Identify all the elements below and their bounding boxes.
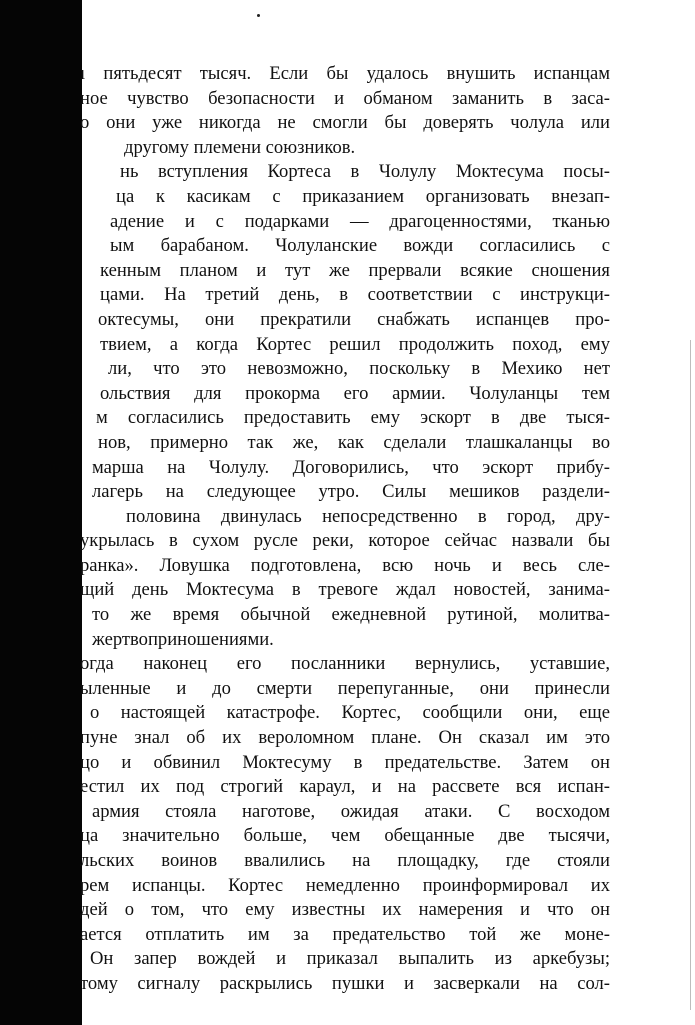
text-line-1: ı пятьдесят тысяч. Если бы удалось внушить испанцам [80,63,610,84]
text-line-12: твием, а когда Кортес решил продолжить поход, ему [100,333,610,355]
text-line-33: льских воинов ввалились на площадку, где стояли [80,850,610,871]
text-line-3: о они уже никогда не смогли бы доверять чолула или [80,112,610,134]
text-line-20: укрылась в сухом русле реки, которое сейчас назвали бы [80,530,610,552]
text-line-5: нь вступления Кортеса в Чолулу Моктесума посы- [120,161,610,183]
text-line-10: цами. На третий день, в соответствии с инструкци- [100,284,610,306]
text-line-17: марша на Чолулу. Договорились, что эскорт прибу- [92,456,610,478]
text-line-37: Он запер вождей и приказал выпалить из аркебузы; [90,948,610,970]
text-line-15: м согласились предоставить ему эскорт в две тыся- [96,407,610,429]
text-line-25: огда наконец его посланники вернулись, уставшие, [80,653,610,675]
text-line-11: октесумы, они прекратили снабжать испанцев про- [98,308,610,330]
text-line-18: лагерь на следующее утро. Силы мешиков раздели- [92,481,610,503]
text-line-34: рем испанцы. Кортес немедленно проинформировал их [80,874,610,896]
text-line-22: щий день Моктесума в тревоге ждал новостей, занима- [80,579,610,601]
text-line-27: о настоящей катастрофе. Кортес, сообщили они, еще [90,702,610,724]
text-line-30: естил их под строгий караул, и на рассвете вся испан- [80,776,610,798]
book-page-text [80,62,610,997]
text-line-7: адение и с подарками — драгоценностями, тканью [110,210,610,232]
text-line-29: цо и обвинил Моктесуму в предательстве. Затем он [80,751,610,773]
text-line-13: ли, что это невозможно, поскольку в Мехико нет [108,358,610,380]
text-line-8: ым барабаном. Чолуланские вожди согласились с [110,235,610,257]
text-line-21: ранка». Ловушка подготовлена, всю ночь и весь сле- [80,554,610,576]
text-line-4: другому племени союзников. [124,136,356,158]
text-line-19: половина двинулась непосредственно в город, дру- [126,505,610,527]
text-line-36: ается отплатить им за предательство той же моне- [80,923,610,945]
text-line-24: жертвоприношениями. [92,628,274,650]
text-line-2: ное чувство безопасности и обманом заманить в заса- [80,87,610,109]
text-line-31: армия стояла наготове, ожидая атаки. С восходом [92,800,610,822]
text-line-14: ольствия для прокорма его армии. Чолуланцы тем [100,382,610,404]
text-line-38: тому сигналу раскрылись пушки и засверкали на сол- [80,972,610,994]
page-edge-line [690,340,691,1010]
scan-speck [257,14,260,17]
text-line-23: то же время обычной ежедневной рутиной, молитва- [92,604,610,626]
text-line-32: ца значительно больше, чем обещанные две тысячи, [80,825,610,847]
text-line-6: ца к касикам с приказанием организовать внезап- [116,185,610,207]
scanner-dark-edge [0,0,82,1025]
text-line-28: пуне знал об их вероломном плане. Он сказал им это [80,727,610,749]
text-line-26: ыленные и до смерти перепуганные, они принесли [80,677,610,699]
text-line-9: кенным планом и тут же прервали всякие сношения [100,259,610,281]
text-line-35: дей о том, что ему известны их намерения и что он [80,899,610,921]
text-line-16: нов, примерно так же, как сделали тлашкаланцы во [98,431,610,453]
